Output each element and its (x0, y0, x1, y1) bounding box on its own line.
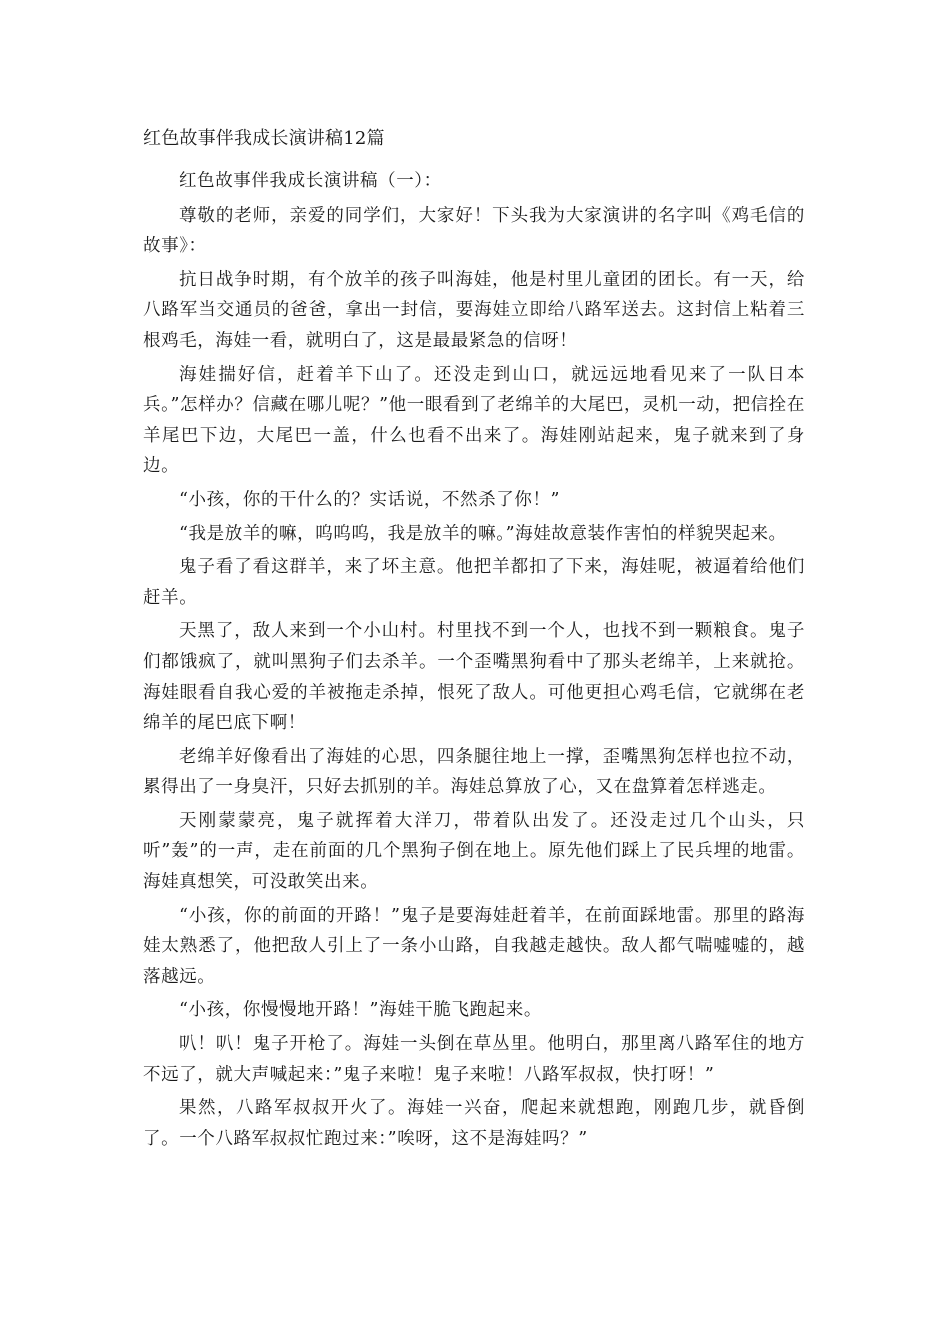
document-title: 红色故事伴我成长演讲稿12篇 (143, 128, 385, 149)
paragraph-dialogue: “小孩，你的前面的开路！”鬼子是要海娃赶着羊，在前面踩地雷。那里的路海娃太熟悉了，他把敌人引上了一条小山路，自我越走越快。敌人都气喘嘘嘘的，越落越远。 (143, 905, 805, 987)
paragraph: 抗日战争时期，有个放羊的孩子叫海娃，他是村里儿童团的团长。有一天，给八路军当交通员的爸爸，拿出一封信，要海娃立即给八路军送去。这封信上粘着三根鸡毛，海娃一看，就明白了，这是最最紧急的信呀！ (143, 269, 805, 351)
paragraph: 老绵羊好像看出了海娃的心思，四条腿往地上一撑，歪嘴黑狗怎样也拉不动，累得出了一身臭汗，只好去抓别的羊。海娃总算放了心，又在盘算着怎样逃走。 (143, 746, 805, 798)
paragraph-greeting: 尊敬的老师，亲爱的同学们，大家好！下头我为大家演讲的名字叫《鸡毛信的故事》： (143, 205, 805, 257)
paragraph-dialogue: “小孩，你慢慢地开路！”海娃干脆飞跑起来。 (179, 1000, 542, 1021)
paragraph-dialogue: “我是放羊的嘛，呜呜呜，我是放羊的嘛。”海娃故意装作害怕的样貌哭起来。 (179, 523, 787, 544)
paragraph: 果然，八路军叔叔开火了。海娃一兴奋，爬起来就想跑，刚跑几步，就昏倒了。一个八路军叔叔忙跑过来：”唉呀，这不是海娃吗？” (143, 1098, 805, 1149)
document-body (143, 166, 805, 1157)
paragraph: 海娃揣好信，赶着羊下山了。还没走到山口，就远远地看见来了一队日本兵。”怎样办？信藏在哪儿呢？”他一眼看到了老绵羊的大尾巴，灵机一动，把信拴在羊尾巴下边，大尾巴一盖，什么也看不出来了。海娃刚站起来，鬼子就来到了身边。 (143, 364, 805, 477)
section-heading: 红色故事伴我成长演讲稿（一）： (179, 171, 442, 191)
paragraph: 叭！叭！鬼子开枪了。海娃一头倒在草丛里。他明白，那里离八路军住的地方不远了，就大声喊起来：”鬼子来啦！鬼子来啦！八路军叔叔，快打呀！” (143, 1034, 805, 1085)
paragraph: 天刚蒙蒙亮，鬼子就挥着大洋刀，带着队出发了。还没走过几个山头，只听”轰”的一声，走在前面的几个黑狗子倒在地上。原先他们踩上了民兵埋的地雷。海娃真想笑，可没敢笑出来。 (143, 810, 805, 893)
paragraph: 鬼子看了看这群羊，来了坏主意。他把羊都扣了下来，海娃呢，被逼着给他们赶羊。 (143, 557, 805, 608)
paragraph: 天黑了，敌人来到一个小山村。村里找不到一个人，也找不到一颗粮食。鬼子们都饿疯了，就叫黑狗子们去杀羊。一个歪嘴黑狗看中了那头老绵羊，上来就抢。海娃眼看自我心爱的羊被拖走杀掉，恨死了敌人。可他更担心鸡毛信，它就绑在老绵羊的尾巴底下啊！ (143, 621, 805, 734)
paragraph-dialogue: “小孩，你的干什么的？实话说，不然杀了你！” (179, 489, 561, 510)
